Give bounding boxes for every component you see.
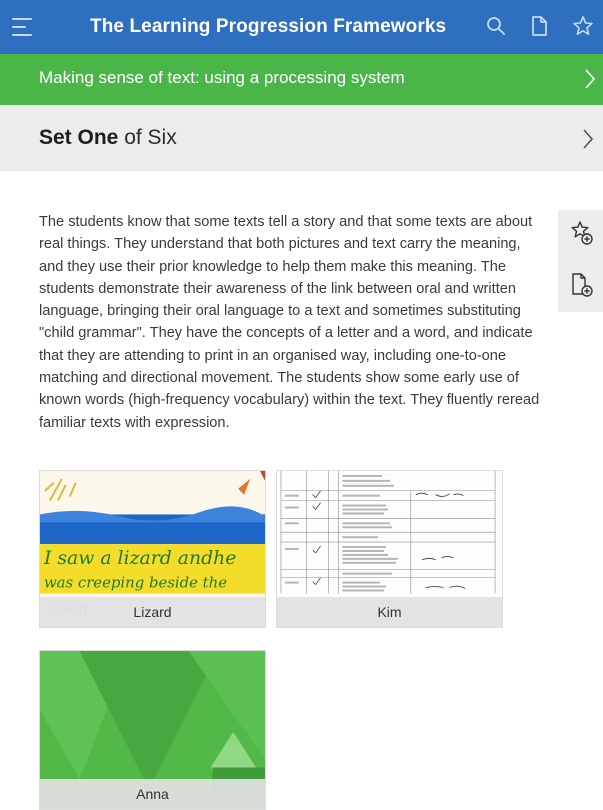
side-toolbar [558,210,603,312]
aspect-label: Making sense of text: using a processing system [39,68,405,87]
app-title: The Learning Progression Frameworks [90,16,447,37]
example-caption: Kim [277,597,502,627]
aspect-link[interactable] [0,54,603,105]
search-icon[interactable] [484,14,508,38]
add-document-icon[interactable] [570,272,594,298]
set-title-bold: Set One [39,126,119,149]
star-icon[interactable] [571,14,595,38]
app-header [0,0,603,54]
thumb-text-line-1: I saw a lizard andhe [43,547,237,569]
set-title [39,126,177,150]
chevron-right-icon [582,67,598,91]
set-description: The students know that some texts tell a story and that some texts are about real things. They understand that both pictures and text carry the meaning, and they use their prior knowledge to help them make this meaning. The students demonstrate their awareness of the link between oral and written language, bringing their oral language to a text and sometimes substituting "child grammar". They have the concepts of a letter and a word, and indicate that they are attending to print in an organised way, including one-to-one matching and directional movement. The students show some early use of known words (high-frequency vocabulary) within the text. They fluently reread familiar texts with expression. [39,214,540,431]
example-card-anna[interactable] [39,650,266,810]
example-caption: Anna [40,779,265,809]
set-link[interactable] [0,105,603,171]
example-caption: Lizard [40,597,265,627]
chevron-right-icon [580,127,596,151]
set-title-rest: of Six [118,126,177,149]
menu-icon[interactable] [12,18,32,36]
add-favourite-icon[interactable] [570,220,594,246]
example-card-lizard[interactable] [39,470,266,628]
example-card-kim[interactable] [276,470,503,628]
document-icon[interactable] [527,14,551,38]
thumb-text-line-2: was creeping beside the [43,574,228,592]
